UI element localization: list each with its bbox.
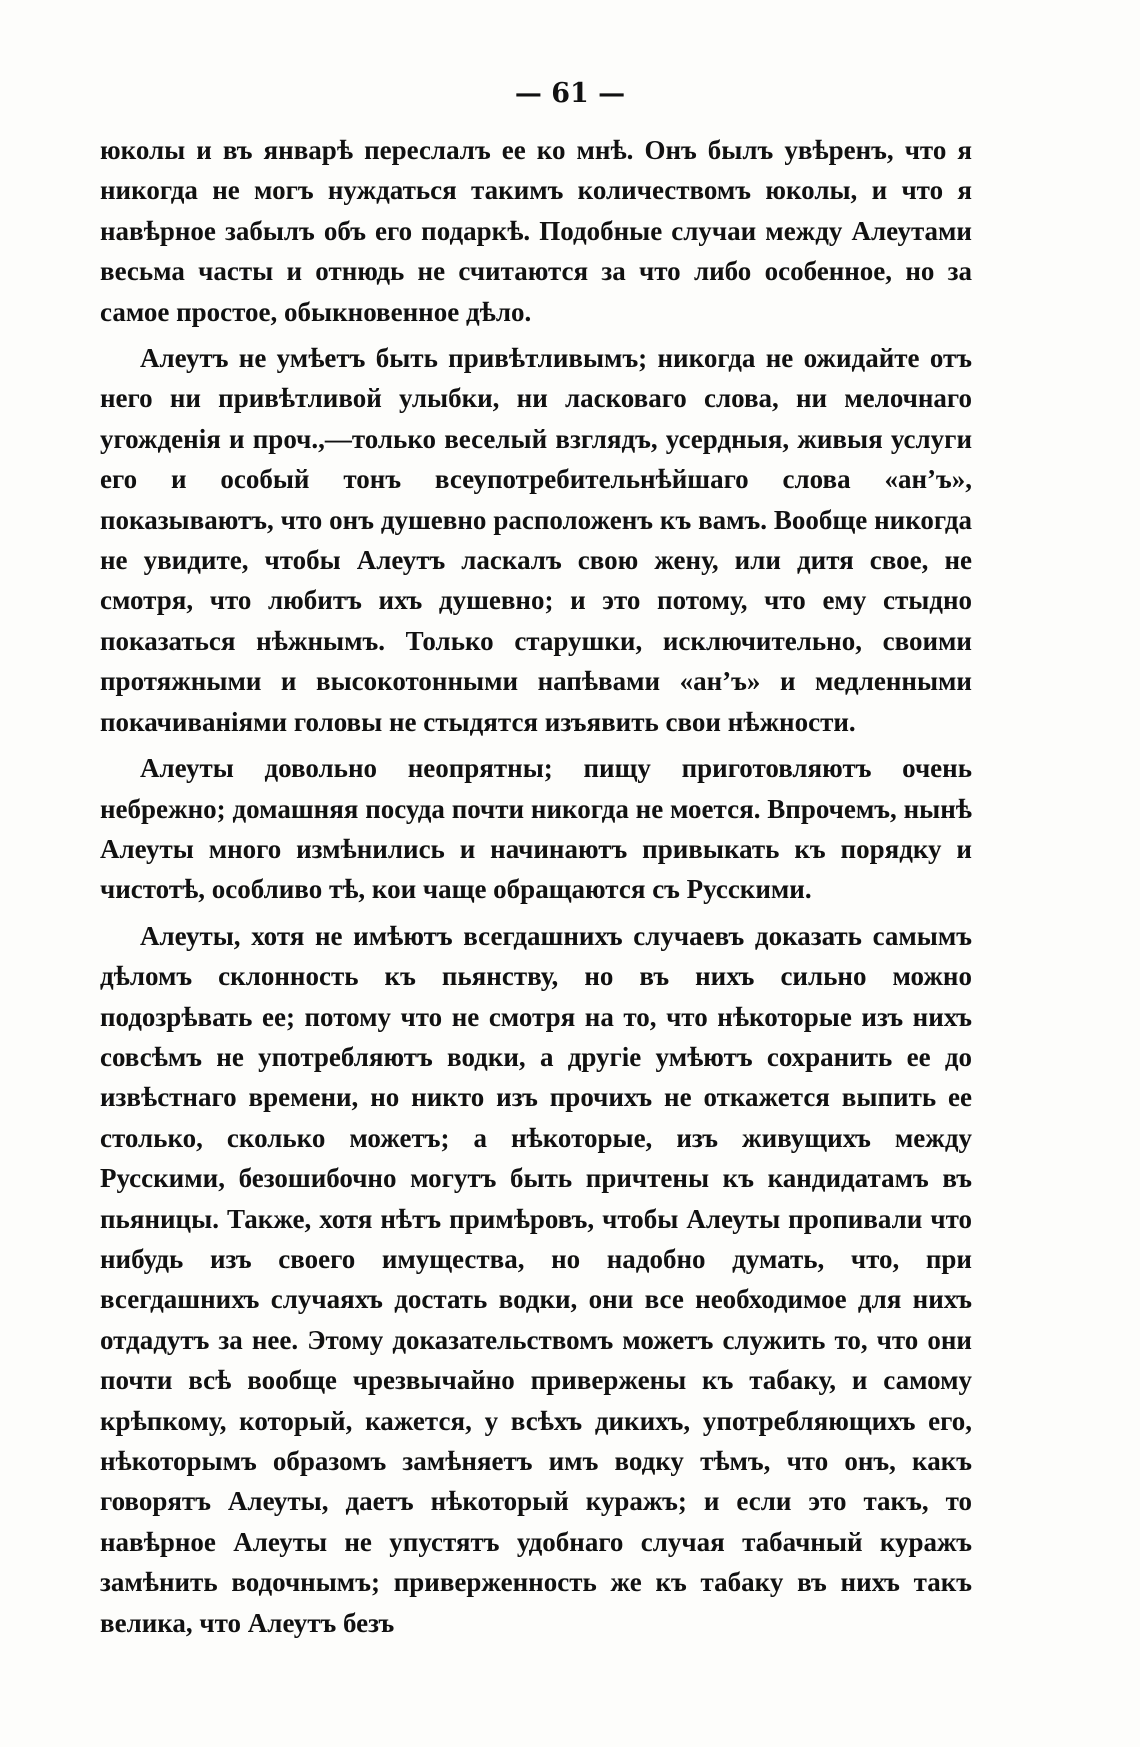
paragraph-aleut-drinking: Алеуты, хотя не имѣютъ всегдашнихъ случаевъ доказать самымъ дѣломъ склонность къ пьянству, но въ нихъ сильно можно подозрѣвать ее; потому что не смотря на то, что нѣкоторые изъ нихъ совсѣмъ не употребляютъ водки, а другіе умѣютъ сохранить ее до извѣстнаго времени, но никто изъ прочихъ не откажется выпить ее столько, сколько можетъ; а нѣкоторые, изъ живущихъ между Русскими, безошибочно могутъ быть причтены къ кандидатамъ въ пьяницы. Также, хотя нѣтъ примѣровъ, чтобы Алеуты пропивали что нибудь изъ своего имущества, но надобно думать, что, при всегдашнихъ случаяхъ достать водки, они все необходимое для нихъ отдадутъ за нее. Этому доказательствомъ можетъ служить то, что они почти всѣ вообще чрезвычайно привержены къ табаку, и самому крѣпкому, который, кажется, у всѣхъ дикихъ, употребляющихъ его, нѣкоторымъ образомъ замѣняетъ имъ водку тѣмъ, что онъ, какъ говорятъ Алеуты, даетъ нѣкоторый куражъ; и если это такъ, то навѣрное Алеуты не упустятъ удобнаго случая табачный куражъ замѣнить водочнымъ; приверженность же къ табаку въ нихъ такъ велика, что Алеутъ безъ	[100, 920, 972, 1638]
paragraph-aleut-tidiness: Алеуты довольно неопрятны; пищу приготовляютъ очень небрежно; домашняя посуда почти никогда не моется. Впрочемъ, нынѣ Алеуты много измѣнились и начинаютъ привыкать къ порядку и чистотѣ, особливо тѣ, кои чаще обращаются съ Русскими.	[100, 753, 972, 905]
paragraph-continuation: юколы и въ январѣ переслалъ ее ко мнѣ. Онъ былъ увѣренъ, что я никогда не могъ нуждаться такимъ количествомъ юколы, и что я навѣрное забылъ объ его подаркѣ. Подобные случаи между Алеутами весьма часты и отнюдь не считаются за что либо особенное, но за самое простое, обыкновенное дѣло.	[100, 135, 972, 327]
body-text	[100, 130, 972, 1643]
paragraph-aleut-manners: Алеутъ не умѣетъ быть привѣтливымъ; никогда не ожидайте отъ него ни привѣтливой улыбки, ни ласковаго слова, ни мелочнаго угожденія и проч.,—только веселый взглядъ, усердныя, живыя услуги его и особый тонъ всеупотребительнѣйшаго слова «ан’ъ», показываютъ, что онъ душевно расположенъ къ вамъ. Вообще никогда не увидите, чтобы Алеутъ ласкалъ свою жену, или дитя свое, не смотря, что любитъ ихъ душевно; и это потому, что ему стыдно показаться нѣжнымъ. Только старушки, исключительно, своими протяжными и высокотонными напѣвами «ан’ъ» и медленными покачиваніями головы не стыдятся изъявить свои нѣжности.	[100, 343, 972, 737]
page-number: — 61 —	[514, 78, 626, 109]
